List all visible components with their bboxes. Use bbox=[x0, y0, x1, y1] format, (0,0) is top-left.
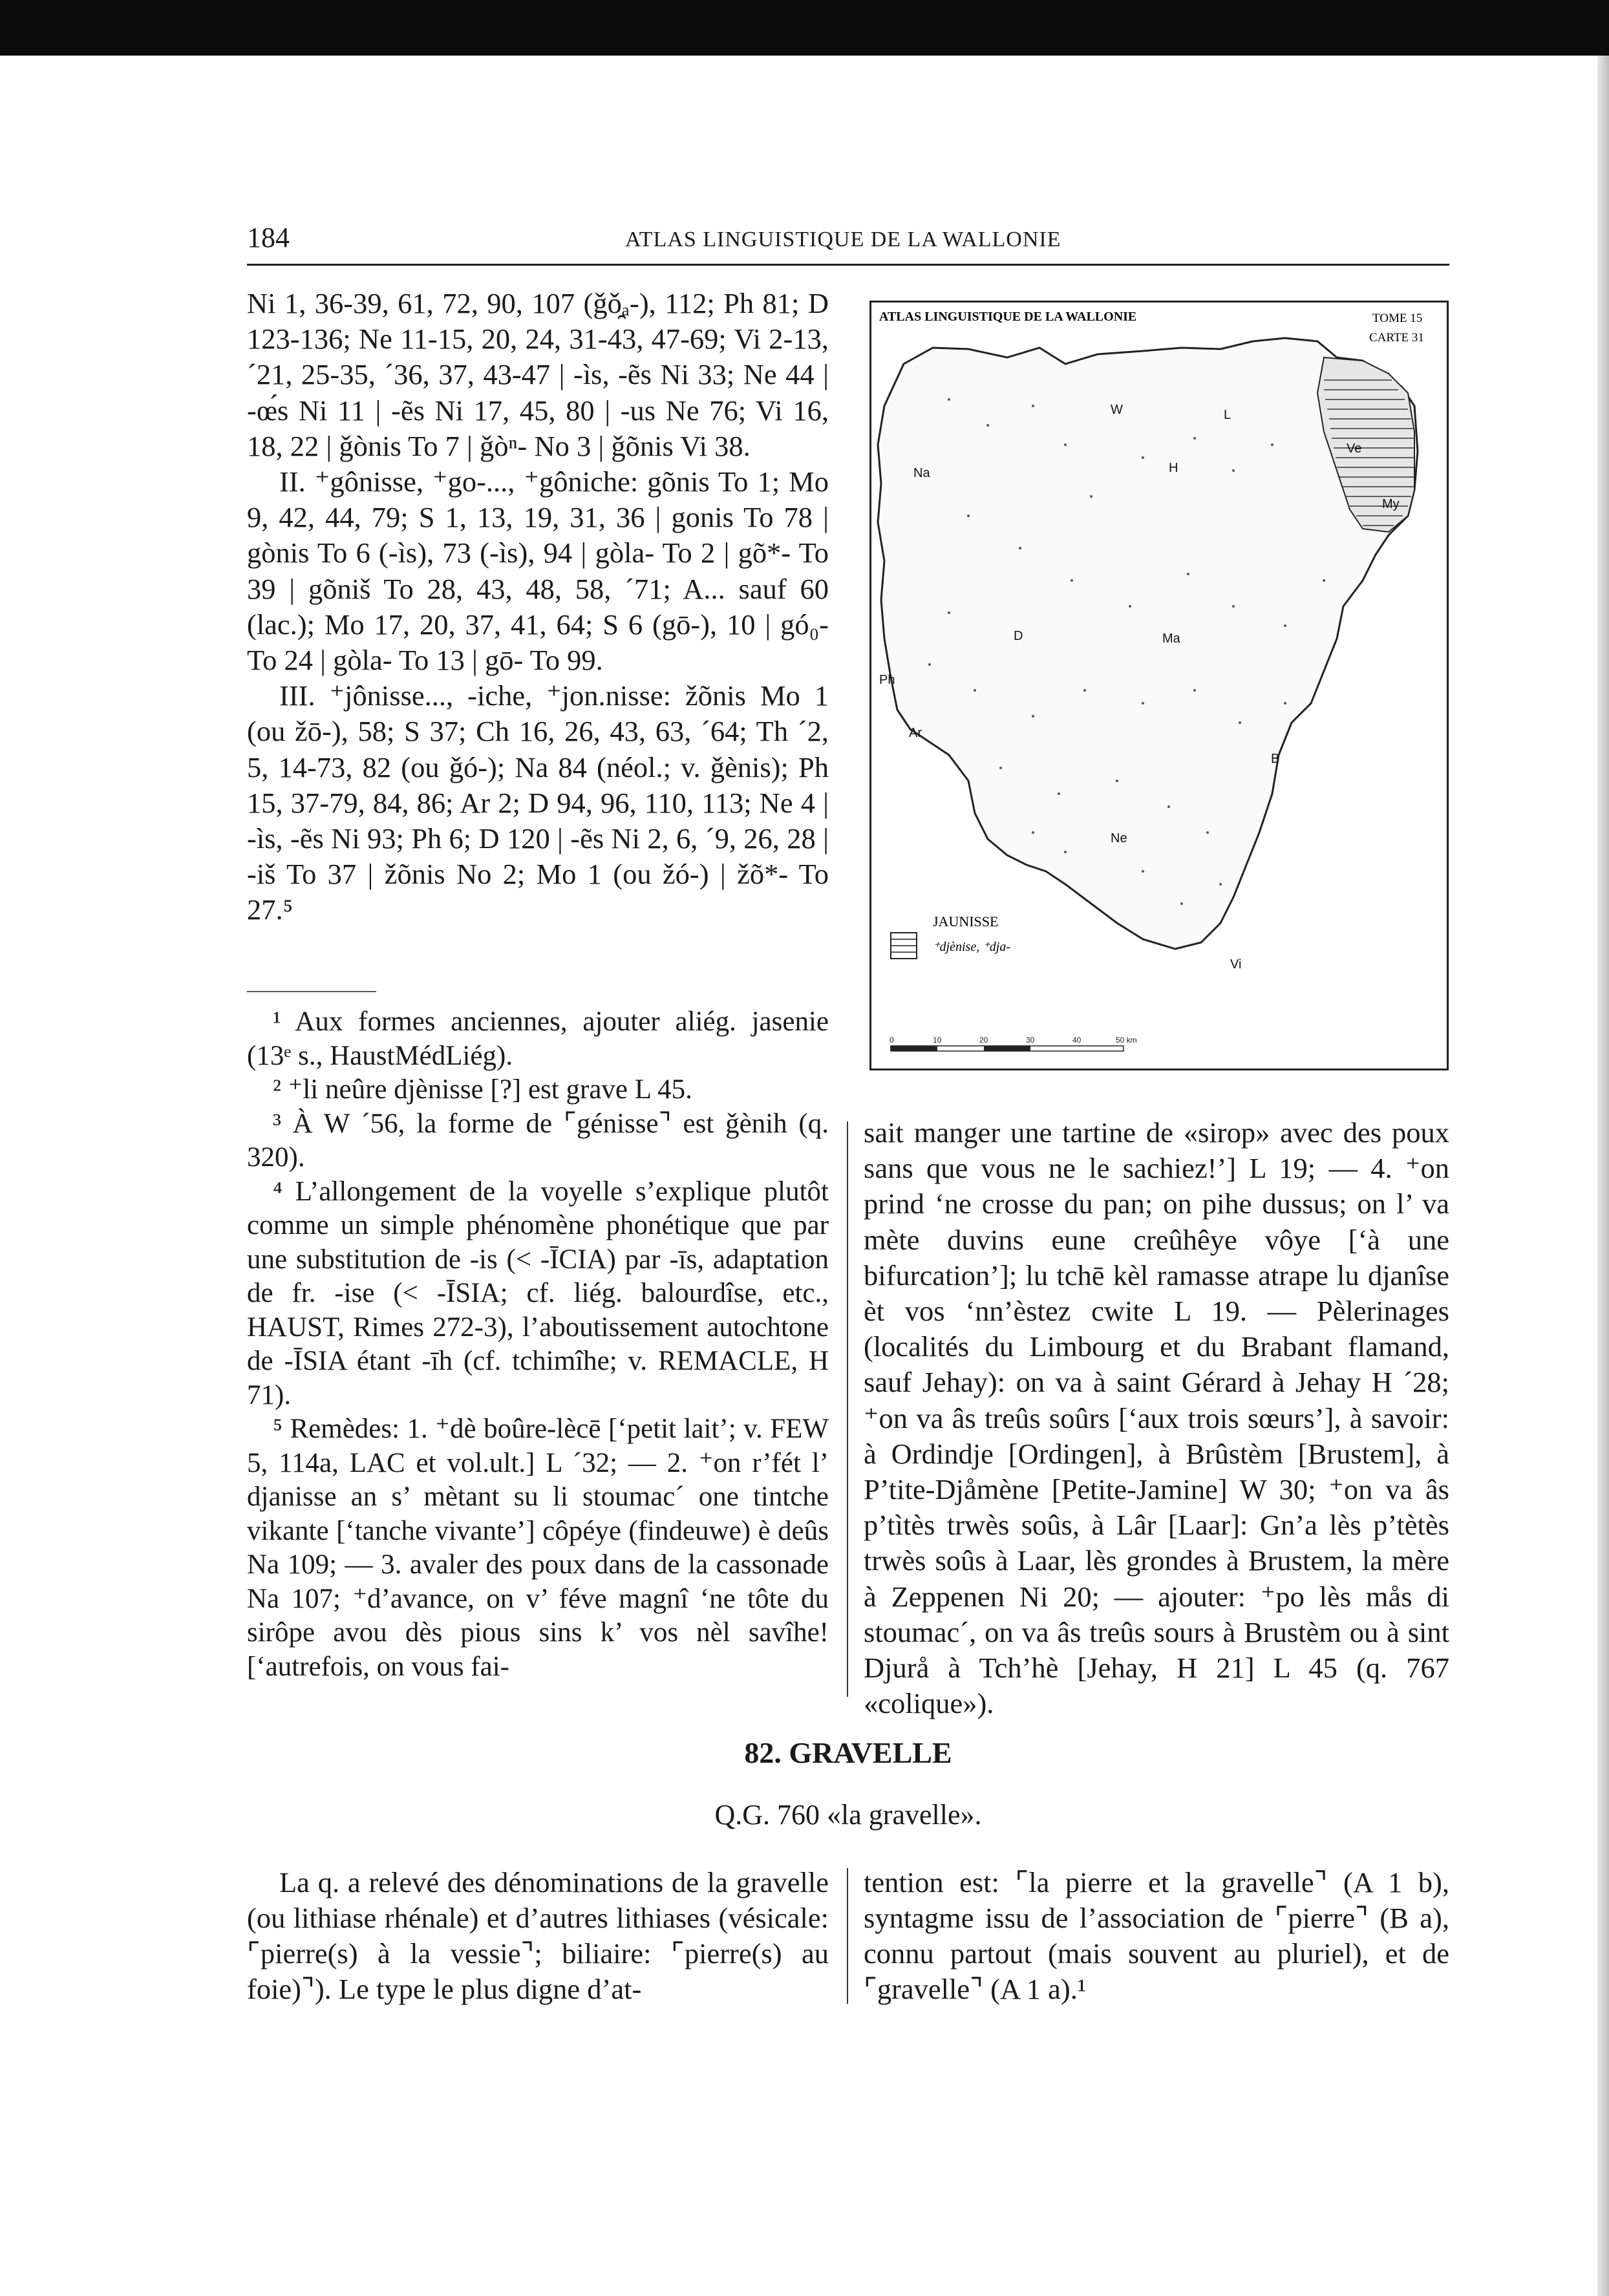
section-paragraph-right: tention est: ⌜la pierre et la gravelle⌝ (A 1 b), syntagme issu de l’association de ⌜pierre⌝ (B a), connu partout (mais souvent au pluriel), et de ⌜gravelle⌝ (A 1 a).¹ bbox=[864, 1866, 1449, 2005]
page-number: 184 bbox=[247, 222, 290, 253]
footnote-3: ³ À W ´56, la forme de ⌜génisse⌝ est ǧènih (q. 320). bbox=[247, 1108, 829, 1173]
map-title: ATLAS LINGUISTIQUE DE LA WALLONIE bbox=[879, 310, 1137, 324]
scale-label-40: 40 bbox=[1072, 1036, 1082, 1045]
paragraph-ii: II. ⁺gônisse, ⁺go-..., ⁺gôniche: gõnis To 1; Mo 9, 42, 44, 79; S 1, 13, 19, 31, 36 | gonis To 78 | gònis To 6 (-ìs), 73 (-ìs), 94 | gòla- To 2 | gõ*- To 39 | gõniš To 28, 43, 48, 58, ´71; A... sauf 60 (lac.); Mo 17, 20, 37, 41, 64; S 6 (gō-), 10 | gó₀- To 24 | gòla- To 13 | gō- To 99. bbox=[247, 465, 829, 677]
scale-label-50: 50 km bbox=[1116, 1036, 1137, 1045]
footnote-2: ² ⁺li neûre djènisse [?] est grave L 45. bbox=[273, 1074, 692, 1105]
region-ne: Ne bbox=[1111, 831, 1127, 845]
section-subheading: Q.G. 760 «la gravelle». bbox=[714, 1799, 982, 1831]
map-carte: CARTE 31 bbox=[1369, 331, 1424, 345]
scale-label-10: 10 bbox=[933, 1036, 942, 1045]
region-d: D bbox=[1014, 629, 1023, 643]
footnote-separator bbox=[247, 991, 376, 992]
section-heading: 82. GRAVELLE bbox=[744, 1736, 952, 1769]
section-right-text bbox=[864, 1865, 1449, 2007]
footnote-4: ⁴ L’allongement de la voyelle s’explique plutôt comme un simple phénomène phonétique que par une substitution de -is (< -ĪCIA) par -īs, adaptation de fr. -ise (< -ĪSIA; cf. liég. balourdîse, etc., HAUST, Rimes 272-3), l’aboutissement autochtone de -ĪSIA étant -īh (cf. tchimîhe; v. REMACLE, H 71). bbox=[247, 1176, 829, 1410]
scan-top-border bbox=[0, 0, 1609, 56]
running-title: ATLAS LINGUISTIQUE DE LA WALLONIE bbox=[625, 228, 1061, 251]
paragraph-i-continued: Ni 1, 36-39, 61, 72, 90, 107 (ǧǒ̯ₐ-), 112; Ph 81; D 123-136; Ne 11-15, 20, 24, 31-43, 47-69; Vi 2-13, ´21, 25-35, ´36, 37, 43-47 | -ìs, -ẽs Ni 33; Ne 44 | -œ́s Ni 11 | -ẽs Ni 17, 45, 80 | -us Ne 76; Vi 16, 18, 22 | ǧònis To 7 | ǧòⁿ- No 3 | ǧõnis Vi 38. bbox=[247, 287, 829, 462]
region-h: H bbox=[1169, 461, 1178, 475]
column-divider-lower bbox=[847, 1868, 848, 2004]
map-tome: TOME 15 bbox=[1372, 312, 1423, 325]
scale-labels bbox=[890, 1036, 1137, 1045]
footnote-1: ¹ Aux formes anciennes, ajouter aliég. jasenie (13ᵉ s., HaustMédLiég). bbox=[247, 1006, 829, 1071]
region-ve: Ve bbox=[1347, 441, 1362, 456]
section-paragraph-left: La q. a relevé des dénominations de la gravelle (ou lithiase rhénale) et d’autres lithiases (vésicale: ⌜pierre(s) à la vessie⌝; biliaire: ⌜pierre(s) au foie)⌝). Le type le plus digne d’at- bbox=[247, 1866, 829, 2005]
left-column bbox=[247, 286, 829, 928]
footnotes bbox=[247, 1005, 829, 1684]
region-vi: Vi bbox=[1230, 957, 1242, 972]
paragraph-remedies-continued: sait manger une tartine de «sirop» avec des poux sans que vous ne le sachiez!’] L 19; — 4. ⁺on prind ‘ne crosse du pan; on pihe dussus; on l’ va mète duvins eune creûhêye vôye [‘à une bifurcation’]; lu tchē kèl ramasse atrape lu djanîse èt vos ‘nn’èstez cwite L 19. — Pèlerinages (localités du Limbourg et du Brabant flamand, sauf Jehay): on va à saint Gérard à Jehay H ´28; ⁺on va âs treûs soûrs [‘aux trois sœurs’], à savoir: à Ordindje [Ordingen], à Brûstèm [Brustem], à P’tite-Djåmène [Petite-Jamine] W 30; ⁺on va âs p’tìtès trwès soûs, à Lâr [Laar]: Gn’a lès p’tètès trwès soûs à Laar, lès grondes à Brustem, la mère à Zeppenen Ni 20; — ajouter: ⁺po lès mås di stoumac´, on va âs treûs sours à Brustèm ou à sint Djurå à Tch’hè [Jehay, H 21] L 45 (q. 767 «colique»). bbox=[864, 1116, 1449, 1720]
map-figure bbox=[869, 301, 1449, 1070]
scale-bar-segment bbox=[984, 1046, 1030, 1051]
scale-bar-segment bbox=[891, 1046, 937, 1051]
column-divider bbox=[847, 1121, 848, 1697]
region-w: W bbox=[1111, 403, 1123, 417]
scale-label-0: 0 bbox=[890, 1036, 894, 1045]
region-na: Na bbox=[913, 466, 930, 480]
region-ph: Ph bbox=[879, 673, 895, 687]
legend-item: ⁺djènise, ⁺dja- bbox=[933, 940, 1010, 954]
right-column bbox=[864, 1115, 1449, 1721]
region-ma: Ma bbox=[1162, 632, 1180, 646]
region-my: My bbox=[1382, 497, 1400, 511]
scale-label-20: 20 bbox=[979, 1036, 988, 1045]
region-b: B bbox=[1271, 752, 1280, 766]
map-drawing bbox=[871, 303, 1447, 1068]
region-ar: Ar bbox=[909, 726, 922, 740]
page-header bbox=[247, 218, 1449, 266]
scan-right-edge bbox=[1597, 56, 1609, 2296]
scale-label-30: 30 bbox=[1026, 1036, 1035, 1045]
paragraph-iii: III. ⁺jônisse..., -iche, ⁺jon.nisse: žõnis Mo 1 (ou žō-), 58; S 37; Ch 16, 26, 43, 63, ´64; Th ´2, 5, 14-73, 82 (ou ǧó-); Na 84 (néol.; v. ǧènis); Ph 15, 37-79, 84, 86; Ar 2; D 94, 96, 110, 113; Ne 4 | -ìs, -ẽs Ni 93; Ph 6; D 120 | -ẽs Ni 2, 6, ´9, 26, 28 | -iš To 37 | žõnis No 2; Mo 1 (ou žó-) | žõ*- To 27.⁵ bbox=[247, 679, 829, 926]
footnote-5: ⁵ Remèdes: 1. ⁺dè boûre-lècē [‘petit lait’; v. FEW 5, 114a, LAC et vol.ult.] L ´32; — 2. ⁺on r’fét l’ djanisse an s’ mètant su li stoumac´ one tintche vikante [‘tanche vivante’] côpéye (findeuwe) è deûs Na 109; — 3. avaler des poux dans de la cassonade Na 107; ⁺d’avance, on v’ féve magnî ‘ne tôte du sirôpe avou dès pious sins k’ vos nèl savîhe! [‘autrefois, on vous fai- bbox=[247, 1414, 829, 1682]
section-left-text bbox=[247, 1865, 829, 2007]
region-l: L bbox=[1224, 408, 1231, 422]
legend-title: JAUNISSE bbox=[933, 913, 999, 930]
